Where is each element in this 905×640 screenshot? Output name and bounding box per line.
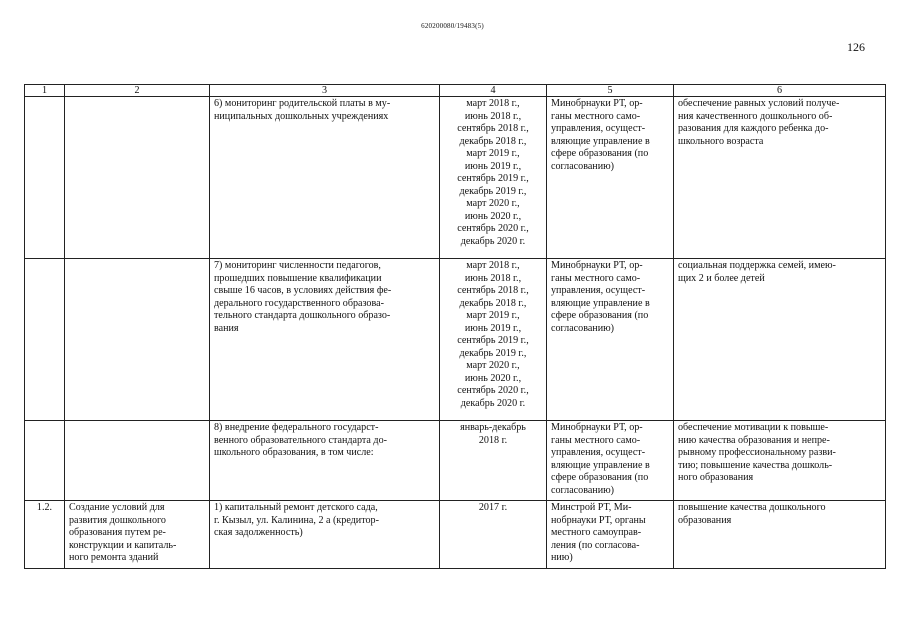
measure-name <box>65 259 210 421</box>
measure-name <box>65 97 210 259</box>
deadline: март 2018 г., июнь 2018 г., сентябрь 2018 г., декабрь 2018 г., март 2019 г., июнь 2019 г., сентябрь 2019 г., декабрь 2019 г., март 2020 г., июнь 2020 г., сентябрь 2020 г., декабрь 2020 г. <box>440 259 547 421</box>
column-header: 1 <box>25 85 65 97</box>
column-header: 6 <box>674 85 886 97</box>
item-number <box>25 259 65 421</box>
expected-result: обеспечение мотивации к повыше- нию качества образования и непре- рывному профессиональному разви- тию; повышение качества дошколь- ного образования <box>674 421 886 501</box>
deadline: март 2018 г., июнь 2018 г., сентябрь 2018 г., декабрь 2018 г., март 2019 г., июнь 2019 г., сентябрь 2019 г., декабрь 2019 г., март 2020 г., июнь 2020 г., сентябрь 2020 г., декабрь 2020 г. <box>440 97 547 259</box>
item-number <box>25 421 65 501</box>
measure-name: Создание условий для развития дошкольного образования путем ре- конструкции и капиталь- ного ремонта зданий <box>65 501 210 569</box>
table-row <box>25 421 886 501</box>
responsible: Минобрнауки РТ, ор- ганы местного само- управления, осущест- вляющие управление в сфере образования (по согласованию) <box>547 421 674 501</box>
deadline: 2017 г. <box>440 501 547 569</box>
expected-result: обеспечение равных условий получе- ния качественного дошкольного об- разования для каждого ребенка до- школьного возраста <box>674 97 886 259</box>
document-id: 620200080/19483(5) <box>421 22 484 30</box>
deadline: январь-декабрь 2018 г. <box>440 421 547 501</box>
column-header: 5 <box>547 85 674 97</box>
responsible: Минобрнауки РТ, ор- ганы местного само- управления, осущест- вляющие управление в сфере образования (по согласованию) <box>547 97 674 259</box>
table-row <box>25 501 886 569</box>
item-number <box>25 97 65 259</box>
expected-result: социальная поддержка семей, имею- щих 2 и более детей <box>674 259 886 421</box>
activity: 8) внедрение федерального государст- венного образовательного стандарта до- школьного образования, в том числе: <box>210 421 440 501</box>
table-row <box>25 97 886 259</box>
plan-table <box>24 84 886 569</box>
activity: 6) мониторинг родительской платы в му- ниципальных дошкольных учреждениях <box>210 97 440 259</box>
responsible: Минобрнауки РТ, ор- ганы местного само- управления, осущест- вляющие управление в сфере образования (по согласованию) <box>547 259 674 421</box>
column-number-row <box>25 85 886 97</box>
table-row <box>25 259 886 421</box>
expected-result: повышение качества дошкольного образования <box>674 501 886 569</box>
activity: 7) мониторинг численности педагогов, прошедших повышение квалификации свыше 16 часов, в условиях действия фе- дерального государственного образова- тельного стандарта дошкольного образо- вания <box>210 259 440 421</box>
column-header: 3 <box>210 85 440 97</box>
item-number: 1.2. <box>25 501 65 569</box>
column-header: 2 <box>65 85 210 97</box>
page-number: 126 <box>847 40 865 54</box>
activity: 1) капитальный ремонт детского сада, г. Кызыл, ул. Калинина, 2 а (кредитор- ская задолженность) <box>210 501 440 569</box>
column-header: 4 <box>440 85 547 97</box>
measure-name <box>65 421 210 501</box>
responsible: Минстрой РТ, Ми- нобрнауки РТ, органы местного самоуправ- ления (по согласова- нию) <box>547 501 674 569</box>
